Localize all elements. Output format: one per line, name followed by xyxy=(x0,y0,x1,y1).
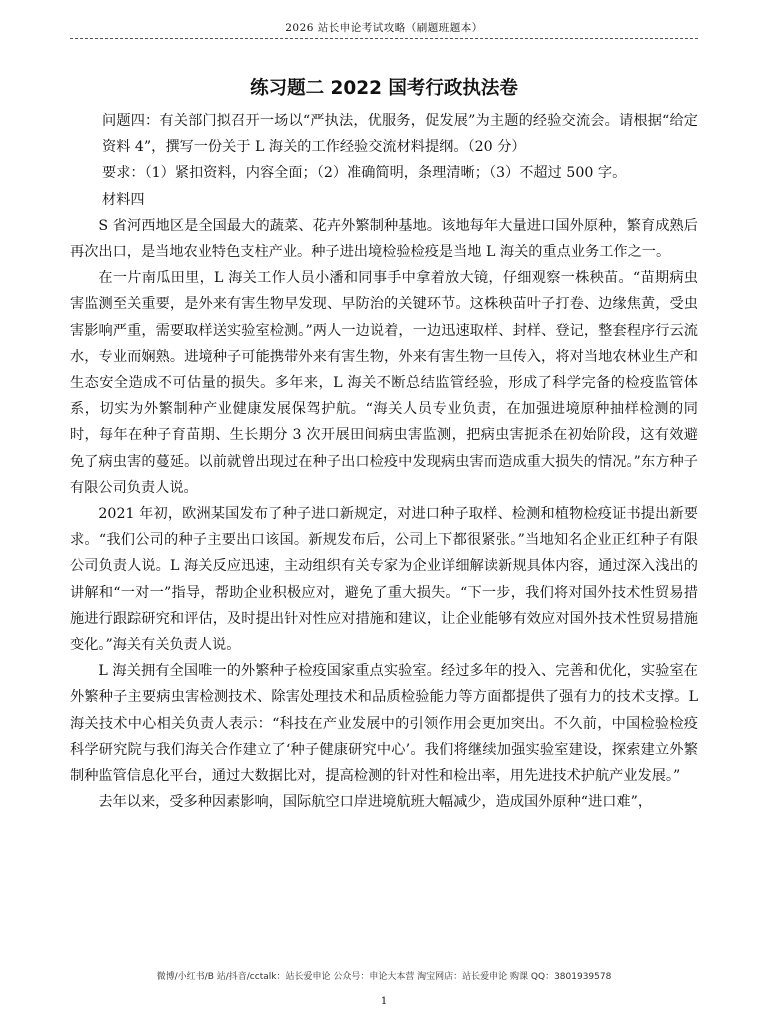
page-header: 2026 站长申论考试攻略（刷题班题本） xyxy=(285,22,483,34)
requirements-text: 要求：（1）紧扣资料，内容全面；（2）准确简明，条理清晰；（3）不超过 500 字。 xyxy=(102,165,627,182)
material-paragraph: S 省河西地区是全国最大的蔬菜、花卉外繁制种基地。该地每年大量进口国外原种，繁育成熟后再次出口，是当地农业特色支柱产业。种子进出境检验检疫是当地 L 海关的重点业务工作之一。 xyxy=(70,217,698,261)
header-divider xyxy=(70,38,698,39)
page-footer: 微博/小红书/B 站/抖音/cctalk：站长爱申论 公众号：申论大本营 淘宝网店：站长爱申论 购课 QQ：3801939578 xyxy=(156,972,612,982)
material-paragraph: 在一片南瓜田里，L 海关工作人员小潘和同事手中拿着放大镜，仔细观察一株秧苗。“苗期病虫害监测至关重要，是外来有害生物早发现、早防治的关键环节。这株秧苗叶子打卷、边缘焦黄，受虫害影响严重，需要取样送实验室检测。”两人一边说着，一边迅速取样、封样、登记，整套程序行云流水，专业而娴熟。进境种子可能携带外来有害生物，外来有害生物一旦传入，将对当地农林业生产和生态安全造成不可估量的损失。多年来，L 海关不断总结监管经验，形成了科学完备的检疫监管体系，切实为外繁制种产业健康发展保驾护航。“海关人员专业负责，在加强进境原种抽样检测的同时，每年在种子育苗期、生长期分 3 次开展田间病虫害监测，把病虫害扼杀在初始阶段，这有效避免了病虫害的蔓延。以前就曾出现过在种子出口检疫中发现病虫害而造成重大损失的情况。”东方种子有限公司负责人说。 xyxy=(70,270,698,496)
material-label: 材料四 xyxy=(102,191,145,208)
document-body xyxy=(70,108,698,815)
material-paragraph: 去年以来，受多种因素影响，国际航空口岸进境航班大幅减少，造成国外原种“进口难”， xyxy=(98,794,653,811)
material-paragraph: 2021 年初，欧洲某国发布了种子进口新规定，对进口种子取样、检测和植物检疫证书提出新要求。“我们公司的种子主要出口该国。新规发布后，公司上下都很紧张。”当地知名企业正红种子有限公司负责人说。L 海关反应迅速，主动组织有关专家为企业详细解读新规具体内容，通过深入浅出的讲解和“一对一”指导，帮助企业积极应对，避免了重大损失。“下一步，我们将对国外技术性贸易措施进行跟踪研究和评估，及时提出针对性应对措施和建议，让企业能够有效应对国外技术性贸易措施变化。”海关有关负责人说。 xyxy=(70,506,698,654)
question-text: 问题四：有关部门拟召开一场以“严执法，优服务，促发展”为主题的经验交流会。请根据“给定资料 4”，撰写一份关于 L 海关的工作经验交流材料提纲。（20 分） xyxy=(102,113,698,156)
page-number: 1 xyxy=(380,996,388,1007)
page-title: 练习题二 2022 国考行政执法卷 xyxy=(250,78,518,99)
material-paragraph: L 海关拥有全国唯一的外繁种子检疫国家重点实验室。经过多年的投入、完善和优化，实验室在外繁种子主要病虫害检测技术、除害处理技术和品质检验能力等方面都提供了强有力的技术支撑。L 海关技术中心相关负责人表示：“科技在产业发展中的引领作用会更加突出。不久前，中国检验检疫科学研究院与我们海关合作建立了‘种子健康研究中心’。我们将继续加强实验室建设，探索建立外繁制种监管信息化平台，通过大数据比对，提高检测的针对性和检出率，用先进技术护航产业发展。” xyxy=(70,663,698,785)
